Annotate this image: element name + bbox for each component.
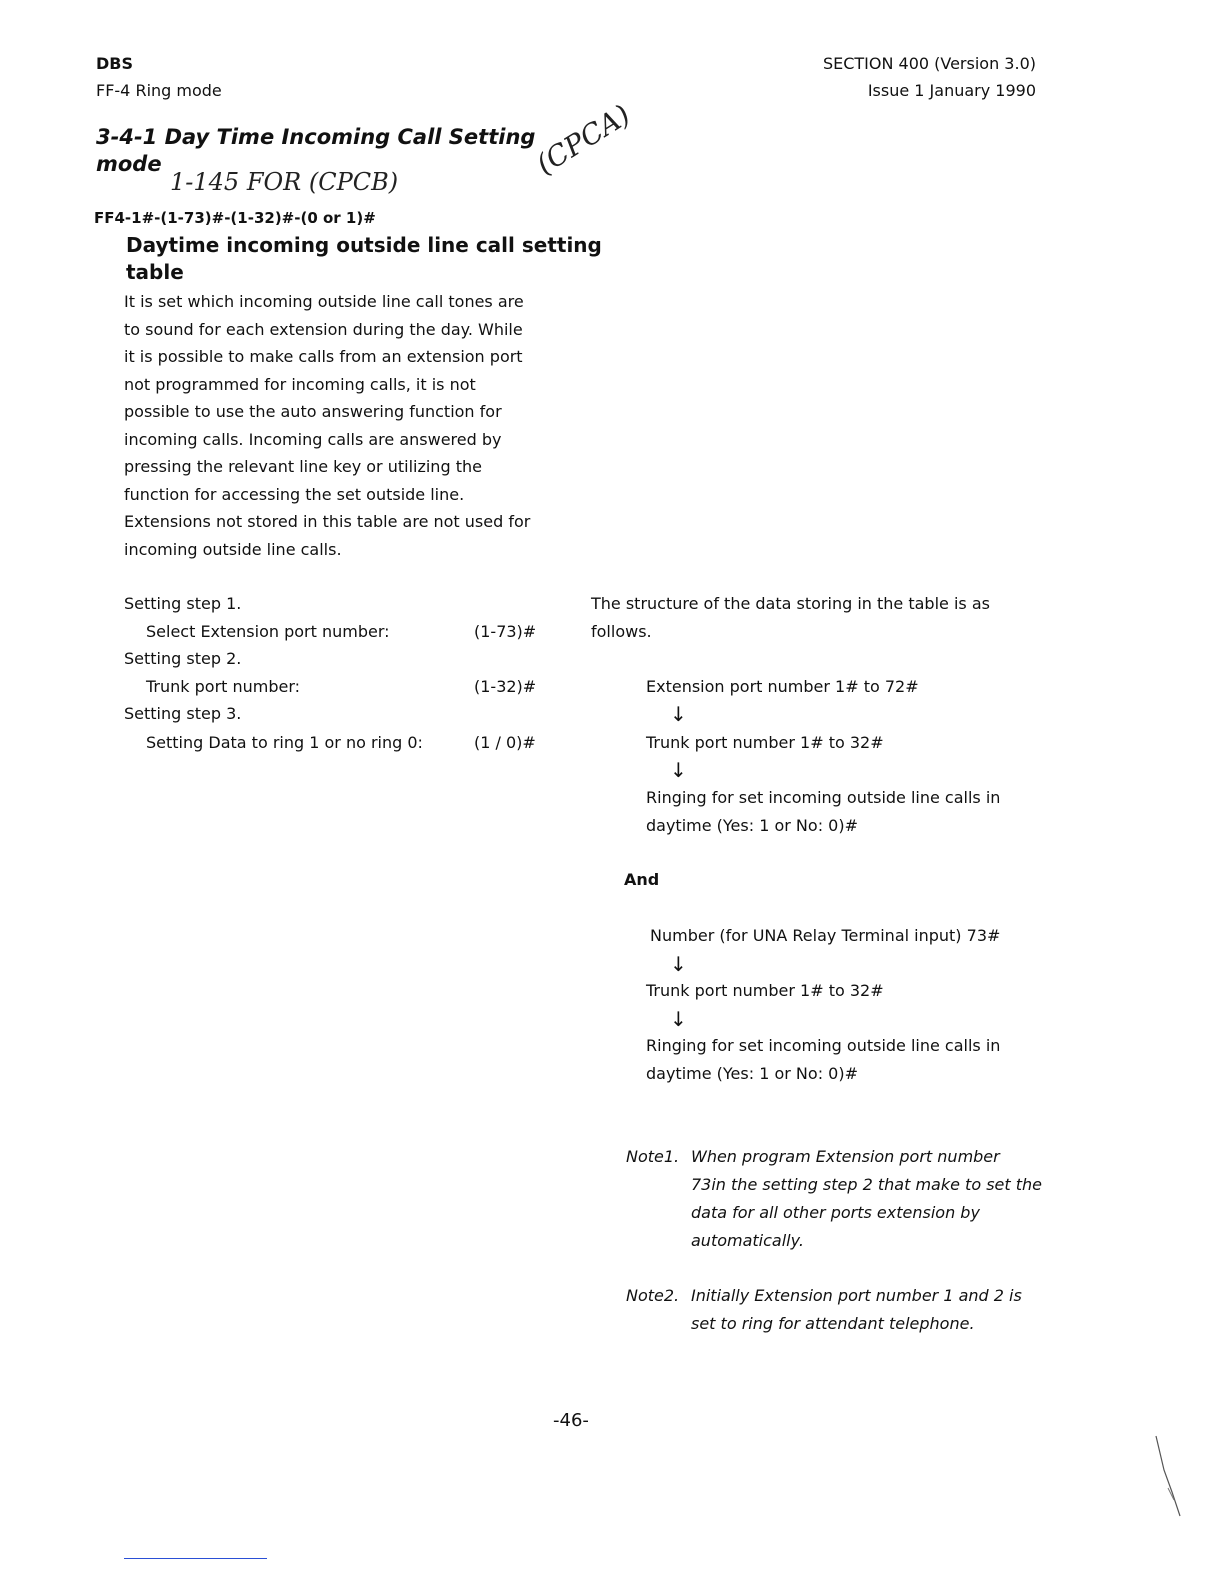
- paragraph-line: Extensions not stored in this table are not used for: [124, 512, 531, 531]
- step1-label: Setting step 1.: [124, 594, 242, 613]
- paragraph-line: incoming calls. Incoming calls are answered by: [124, 429, 502, 449]
- block2-ringing-line1: Ringing for set incoming outside line calls in: [646, 1036, 1001, 1055]
- step3-value: (1 / 0)#: [474, 733, 536, 752]
- handwritten-annotation: 1-145 FOR (CPCB): [170, 168, 399, 196]
- program-code: FF4-1#-(1-73)#-(1-32)#-(0 or 1)#: [94, 209, 376, 227]
- block1-extension-port: Extension port number 1# to 72#: [646, 677, 919, 696]
- down-arrow-icon: ↓: [670, 952, 687, 976]
- step3-description: Setting Data to ring 1 or no ring 0:: [146, 733, 423, 752]
- step2-value: (1-32)#: [474, 677, 537, 696]
- step2-label: Setting step 2.: [124, 649, 242, 668]
- note1-line: data for all other ports extension by: [691, 1203, 980, 1222]
- block2-ringing-line2: daytime (Yes: 1 or No: 0)#: [646, 1064, 858, 1083]
- note2-label: Note2.: [626, 1286, 680, 1305]
- and-label: And: [624, 870, 660, 889]
- header-issue-date: Issue 1 January 1990: [867, 81, 1036, 100]
- down-arrow-icon: ↓: [670, 758, 687, 782]
- note1-line: 73in the setting step 2 that make to set the: [691, 1175, 1042, 1194]
- block2-trunk-port: Trunk port number 1# to 32#: [646, 981, 884, 1000]
- description-paragraph: [124, 288, 564, 563]
- paragraph-line: not programmed for incoming calls, it is not: [124, 374, 476, 394]
- paragraph-line: pressing the relevant line key or utilizing the: [124, 457, 482, 476]
- step1-value: (1-73)#: [474, 622, 537, 641]
- section-title-line1: 3-4-1 Day Time Incoming Call Setting: [96, 125, 536, 149]
- step1-description: Select Extension port number:: [146, 622, 390, 641]
- block1-trunk-port: Trunk port number 1# to 32#: [646, 733, 884, 752]
- paragraph-line: incoming outside line calls.: [124, 539, 342, 559]
- block1-ringing-line2: daytime (Yes: 1 or No: 0)#: [646, 816, 858, 835]
- scan-artifact-mark: [1150, 1430, 1200, 1530]
- note1-line: automatically.: [691, 1231, 804, 1250]
- note1-label: Note1.: [626, 1147, 680, 1166]
- header-doc-name: DBS: [96, 54, 133, 73]
- down-arrow-icon: ↓: [670, 702, 687, 726]
- paragraph-line: to sound for each extension during the day. While: [124, 319, 523, 339]
- scan-artifact-line: [124, 1558, 267, 1559]
- paragraph-line: It is set which incoming outside line call tones are: [124, 292, 524, 311]
- paragraph-line: possible to use the auto answering function for: [124, 402, 502, 421]
- step2-description: Trunk port number:: [146, 677, 301, 696]
- block2-number: Number (for UNA Relay Terminal input) 73#: [650, 926, 1001, 945]
- note2-line: Initially Extension port number 1 and 2 is: [691, 1286, 1022, 1305]
- paragraph-line: it is possible to make calls from an extension port: [124, 347, 523, 366]
- handwritten-annotation-2: (CPCA): [530, 98, 636, 181]
- subtitle-line2: table: [126, 260, 184, 284]
- section-title-line2: mode: [96, 152, 162, 176]
- subtitle-line1: Daytime incoming outside line call setting: [126, 233, 602, 257]
- note2-line: set to ring for attendant telephone.: [691, 1314, 975, 1333]
- step3-label: Setting step 3.: [124, 704, 242, 723]
- structure-intro-line1: The structure of the data storing in the table is as: [591, 594, 990, 613]
- structure-intro-line2: follows.: [591, 622, 652, 641]
- note1-line: When program Extension port number: [691, 1147, 1000, 1166]
- down-arrow-icon: ↓: [670, 1007, 687, 1031]
- paragraph-line: function for accessing the set outside line.: [124, 484, 465, 504]
- block1-ringing-line1: Ringing for set incoming outside line calls in: [646, 788, 1001, 807]
- page-number: -46-: [553, 1410, 589, 1431]
- header-section-version: SECTION 400 (Version 3.0): [822, 54, 1036, 73]
- header-section-name: FF-4 Ring mode: [96, 81, 222, 100]
